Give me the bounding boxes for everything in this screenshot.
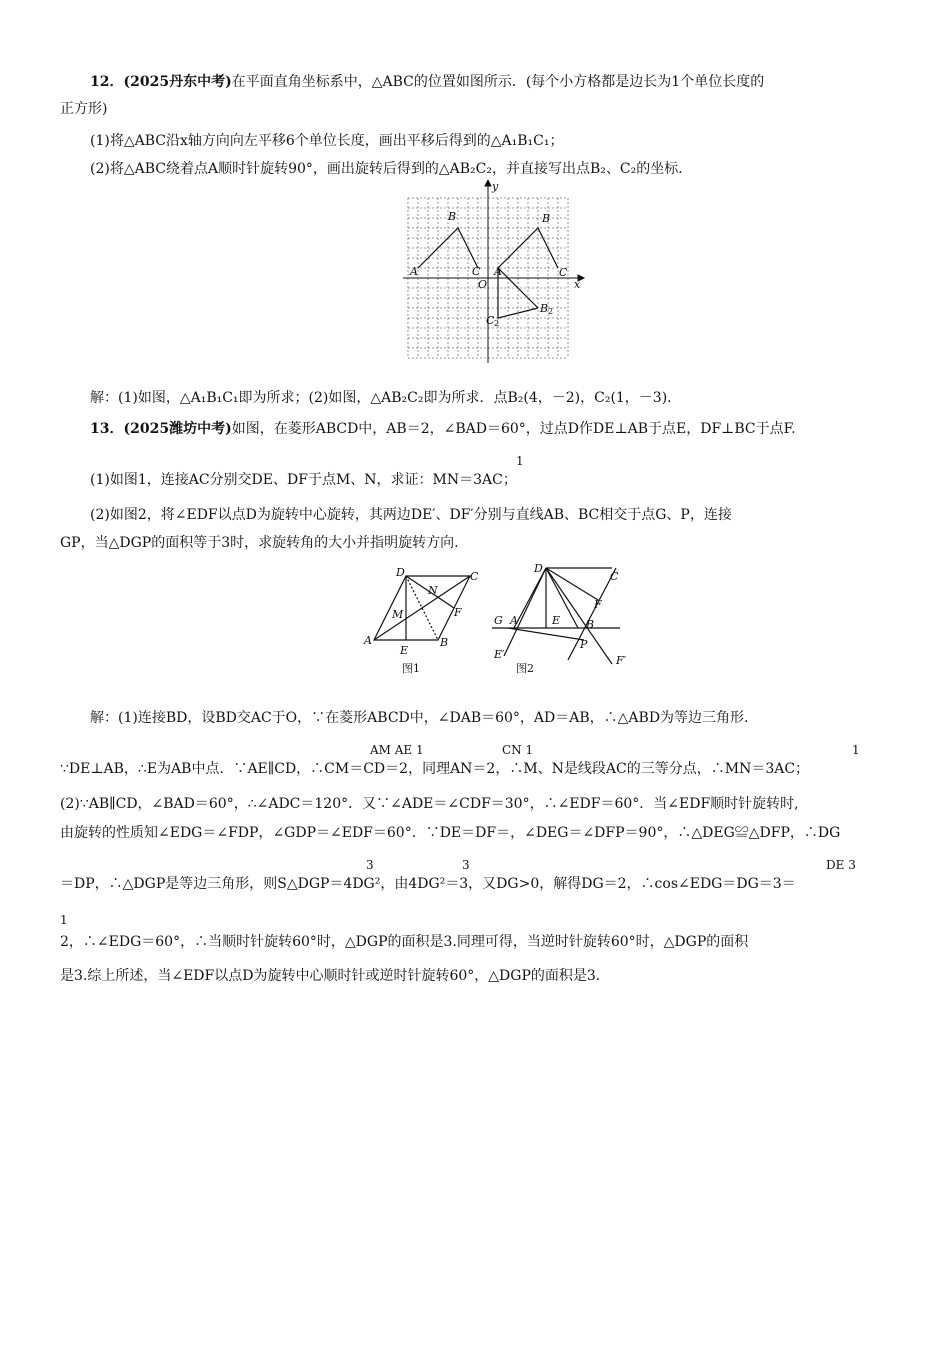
- q12-stem-1: 在平面直角坐标系中，△ABC的位置如图所示．(每个小方格都是边长为1个单位长度的: [231, 74, 765, 90]
- q12-coordinate-figure: [398, 180, 588, 365]
- q13-sol-frac-5b: 3: [462, 858, 470, 872]
- fig2-caption: 图2: [516, 662, 534, 675]
- fig1-label-e: E: [400, 644, 409, 657]
- label-b1: B: [448, 210, 457, 223]
- fig2-label-p: P: [580, 638, 588, 651]
- q13-part2-line1: (2)如图2，将∠EDF以点D为旋转中心旋转，其两边DE′、DF′分别与直线AB、BC相交于点G、P，连接: [90, 507, 732, 523]
- fig1-label-d: D: [396, 566, 405, 579]
- fig1-label-b: B: [440, 636, 449, 649]
- q13-sol-line7: 是3.综上所述，当∠EDF以点D为旋转中心顺时针或逆时针旋转60°，△DGP的面积是3.: [60, 968, 601, 984]
- label-c2: C: [486, 314, 495, 327]
- fig1-label-f: F: [454, 606, 462, 619]
- label-b2-sub: 2: [548, 307, 554, 316]
- q13-number: 13．: [90, 421, 124, 437]
- q13-stem: 如图，在菱形ABCD中，AB＝2，∠BAD＝60°，过点D作DE⊥AB于点E，DF⊥BC于点F.: [231, 421, 796, 437]
- q13-sol-frac-2a: AM AE 1: [370, 743, 424, 757]
- q13-line1: [90, 419, 796, 439]
- q12-part2: (2)将△ABC绕着点A顺时针旋转90°，画出旋转后得到的△AB₂C₂，并直接写出点B₂、C₂的坐标．: [90, 161, 693, 177]
- q13-sol-line3: (2)∵AB∥CD，∠BAD＝60°，∴∠ADC＝120°．又∵∠ADE＝∠CDF＝30°，∴∠EDF＝60°．当∠EDF顺时针旋转时,: [60, 796, 799, 812]
- segment-df: [546, 568, 598, 600]
- ray-de-prime: [504, 568, 546, 656]
- q13-part1: (1)如图1，连接AC分别交DE、DF于点M、N，求证：MN＝3AC；: [90, 472, 517, 488]
- label-c2-sub: 2: [494, 319, 500, 328]
- q12-source: (2025丹东中考): [123, 74, 232, 90]
- fig2-label-b: B: [586, 618, 595, 631]
- segment-db: [546, 568, 578, 628]
- fig1-label-a: A: [364, 634, 372, 647]
- fig1-label-m: M: [392, 608, 404, 621]
- q13-sol-frac-2b: CN 1: [502, 743, 534, 757]
- q12-answer: 解：(1)如图，△A₁B₁C₁即为所求；(2)如图，△AB₂C₂即为所求．点B₂(4，－2)，C₂(1，－3)．: [90, 390, 682, 406]
- q13-sol-line1: 解：(1)连接BD，设BD交AC于O，∵在菱形ABCD中，∠DAB＝60°，AD＝AB，∴△ABD为等边三角形.: [90, 710, 749, 726]
- fig2-label-a: A: [510, 614, 518, 627]
- fig2-label-g: G: [494, 614, 503, 627]
- label-a1: A: [410, 265, 418, 278]
- fig1-label-n: N: [428, 584, 438, 597]
- label-c: C: [559, 266, 568, 279]
- label-c1: C: [472, 265, 481, 278]
- q13-sol-line5: ＝DP，∴△DGP是等边三角形，则S△DGP＝4DG²，由4DG²＝3，又DG>0，解得DG＝2，∴cos∠EDG＝DG＝3＝: [60, 876, 796, 892]
- q12-part1: (1)将△ABC沿x轴方向向左平移6个单位长度，画出平移后得到的△A₁B₁C₁；: [90, 133, 564, 149]
- q13-sol-frac-2c: 1: [852, 743, 860, 757]
- fig1-caption: 图1: [402, 662, 420, 675]
- label-b2: B: [540, 302, 549, 315]
- q13-part1-frac: 1: [516, 454, 524, 468]
- q13-sol-frac-6: 1: [60, 913, 68, 927]
- y-axis-label: y: [492, 180, 499, 193]
- segment-gp: [508, 628, 584, 640]
- label-a: A: [494, 265, 502, 278]
- q12-line1: [90, 72, 764, 92]
- q12-number: 12．: [90, 74, 124, 90]
- q13-part2-line2: GP，当△DGP的面积等于3时，求旋转角的大小并指明旋转方向.: [60, 535, 459, 551]
- fig1-label-c: C: [470, 570, 479, 583]
- q13-sol-frac-5c: DE 3: [826, 858, 856, 872]
- fig2-label-c: C: [610, 570, 619, 583]
- fig2-label-d: D: [534, 562, 543, 575]
- q13-sol-line6: 2，∴∠EDG＝60°，∴当顺时针旋转60°时，△DGP的面积是3.同理可得，当逆时针旋转60°时，△DGP的面积: [60, 934, 749, 950]
- q13-sol-line4: 由旋转的性质知∠EDG＝∠FDP，∠GDP＝∠EDF＝60°．∵DE＝DF＝，∠DEG＝∠DFP＝90°，∴△DEG≌△DFP，∴DG: [60, 825, 841, 841]
- q13-figure-1: [358, 560, 488, 680]
- q13-figure-2: [488, 560, 628, 680]
- q13-sol-line2: ∵DE⊥AB，∴E为AB中点．∵AE∥CD，∴CM＝CD＝2，同理AN＝2，∴M、N是线段AC的三等分点，∴MN＝3AC；: [60, 761, 810, 777]
- q13-source: (2025潍坊中考): [123, 421, 232, 437]
- line-bc: [568, 568, 616, 660]
- fig2-label-f-prime: F′: [616, 654, 627, 667]
- origin-label: O: [478, 278, 488, 291]
- q12-stem-2: 正方形): [60, 101, 108, 117]
- q13-sol-frac-5a: 3: [366, 858, 374, 872]
- x-axis-label: x: [574, 278, 581, 291]
- fig2-label-e-prime: E′: [494, 648, 505, 661]
- fig2-label-e: E: [552, 614, 561, 627]
- fig2-label-f: F: [594, 598, 602, 611]
- label-b: B: [542, 212, 551, 225]
